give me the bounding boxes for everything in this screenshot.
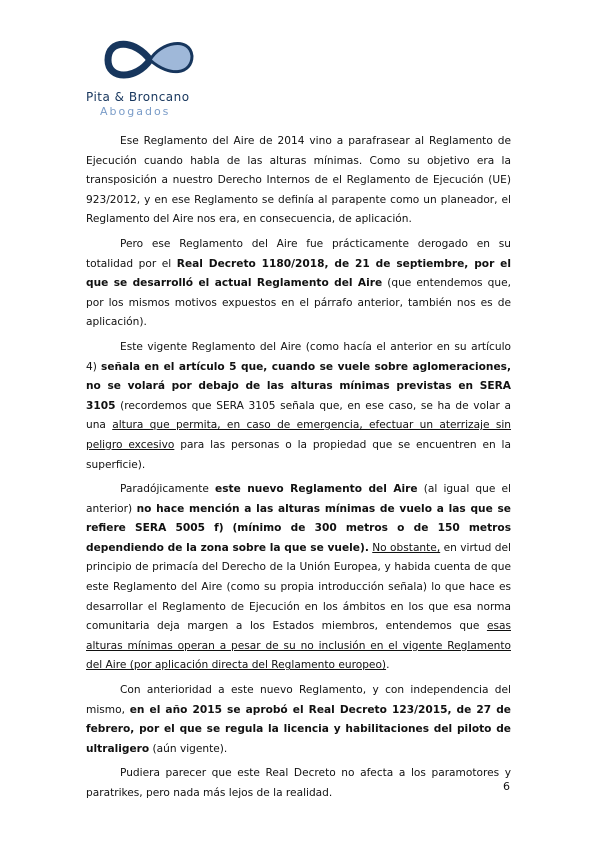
text-run: Este vigente Reglamento del Aire (como hacía el anterior en su artículo 4) [86,340,511,373]
bold-text: (mínimo de 300 metros o de 150 metros dependiendo de la zona sobre la que se vuele). [86,522,511,554]
text-run: (recordemos que SERA 3105 señala que, en ese caso, se ha de volar a una [86,399,511,432]
bold-text: Real Decreto 1180/2018, de 21 de septiembre, por el que se desarrolló el actual Reglamento del Aire [86,257,511,290]
paragraph [86,132,511,230]
infinity-logo-icon [100,34,200,86]
page-number: 6 [503,780,510,793]
paragraph [86,338,511,475]
text-run: (que entendemos que, por los mismos motivos expuestos en el párrafo anterior, también nos es de aplicación). [86,277,511,329]
text-run: Pudiera parecer que este Real Decreto no afecta a los paramotores y paratrikes, pero nada más lejos de la realidad. [86,767,511,799]
underlined-text: esas alturas mínimas operan a pesar de su no inclusión en el vigente Reglamento del Aire (por aplicación directa del Reglamento europeo) [86,620,511,672]
paragraph [86,480,511,676]
firm-name: Pita & Broncano [86,90,190,104]
bold-text: este nuevo Reglamento del Aire [215,483,418,496]
bold-text: en el año 2015 se aprobó el Real Decreto 123/2015, de 27 de febrero, por el que se regula la licencia y habilitaciones del piloto de ultraligero [86,703,511,755]
firm-logo [86,34,216,124]
bold-text: señala en el artículo 5 que, cuando se vuele sobre aglomeraciones, no se volará por debajo de las alturas mínimas previstas en SERA 3105 [86,360,511,412]
firm-subtitle: Abogados [100,105,171,118]
underlined-text: No obstante, [372,541,441,554]
paragraph [86,681,511,759]
text-run: . [386,659,390,672]
text-run: Ese Reglamento del Aire de 2014 vino a parafrasear al Reglamento de Ejecución cuando habla de las alturas mínimas. Como su objetivo era la transposición a nuestro Derecho Internos de el Reglamento de Ejecución (UE) 923/2012, y en ese Reglamento se definía al parapente como un planeador, el Reglamento del Aire nos era, en consecuencia, de aplicación. [86,135,511,226]
paragraph [86,235,511,333]
underlined-text: altura que permita, en caso de emergencia, efectuar un aterrizaje sin peligro excesivo [86,419,512,451]
text-run: para las personas o la propiedad que se encuentren en la superficie). [86,438,511,471]
text-run: Paradójicamente [120,483,216,496]
document-body [86,132,511,809]
text-run: Pero ese Reglamento del Aire fue prácticamente derogado en su totalidad por el [86,237,511,270]
text-run: (al igual que el anterior) [86,483,511,515]
text-run: Con anterioridad a este nuevo Reglamento, y con independencia del mismo, [86,684,511,716]
text-run: (aún vigente). [149,742,228,755]
text-run: en virtud del principio de primacía del Derecho de la Unión Europea, y habida cuenta de que este Reglamento del Aire (como su propia introducción señala) lo que hace es desarrollar el Reglamento de Ejecución en los ámbitos en los que esa norma comunitaria deja margen a los Estados miembros, entendemos que [86,541,511,633]
paragraph [86,764,511,803]
bold-text: no hace mención a las alturas mínimas de vuelo a las que se refiere SERA 5005 f) [86,502,511,535]
